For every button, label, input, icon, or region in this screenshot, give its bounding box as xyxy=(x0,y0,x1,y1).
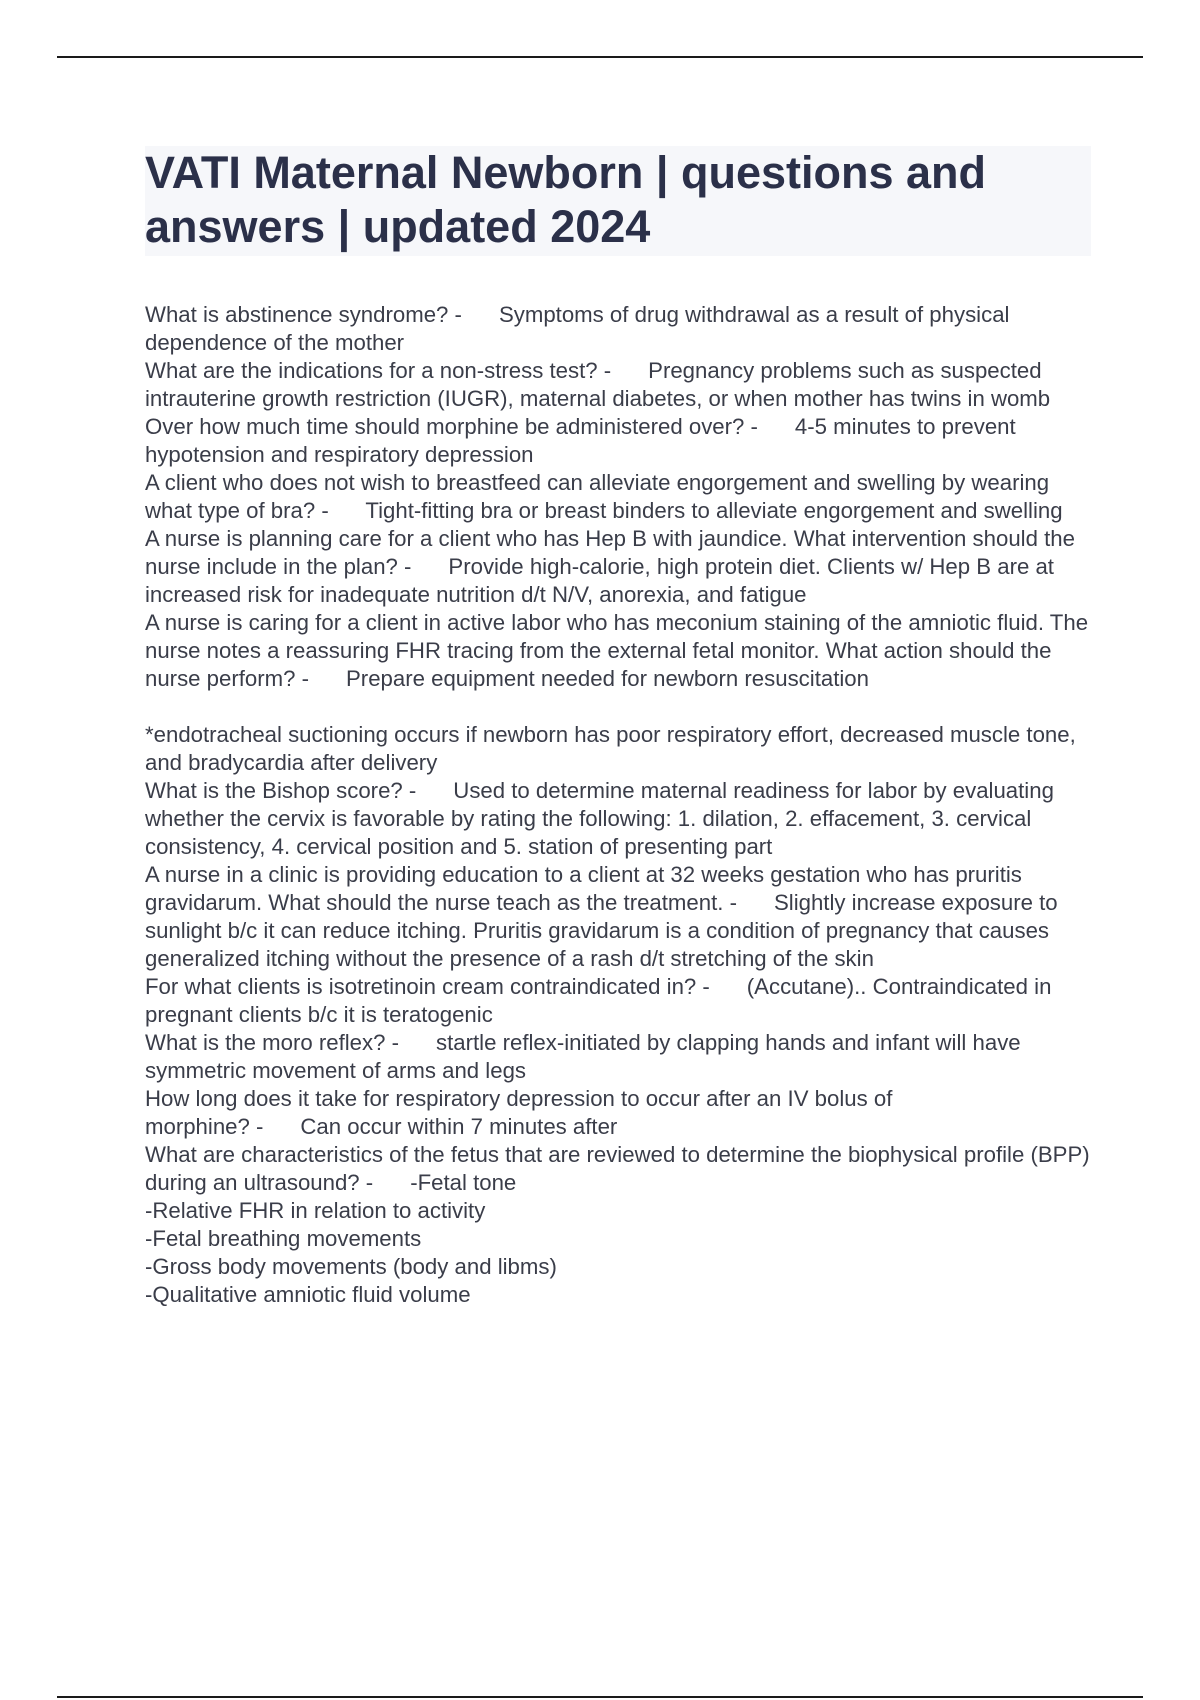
qa-entry xyxy=(145,525,1090,609)
bpp-list-item: -Relative FHR in relation to activity xyxy=(145,1198,486,1223)
top-rule xyxy=(57,56,1143,58)
qa-entry xyxy=(145,1029,1090,1085)
title-block xyxy=(145,146,1091,256)
question-text: A nurse is planning care for a client who has Hep B with jaundice. What intervention should the nurse include in the plan? xyxy=(145,526,1082,579)
answer-text: startle reflex-initiated by clapping hands and infant will have symmetric movement of arms and legs xyxy=(145,1030,1027,1083)
answer-text: Used to determine maternal readiness for labor by evaluating whether the cervix is favorable by rating the following: 1. dilation, 2. effacement, 3. cervical consistency, 4. cervical position and 5. station of presenting part xyxy=(145,778,1061,859)
question-text: How long does it take for respiratory depression to occur after an IV bolus of morphine? xyxy=(145,1086,899,1139)
qa-separator: - xyxy=(359,1170,411,1195)
qa-separator: - xyxy=(397,554,449,579)
qa-list xyxy=(145,301,1095,693)
question-text: What is the Bishop score? xyxy=(145,778,403,803)
note-paragraph: *endotracheal suctioning occurs if newborn has poor respiratory effort, decreased muscle tone, and bradycardia after delivery xyxy=(145,722,1082,775)
qa-entry xyxy=(145,777,1090,861)
qa-separator: - xyxy=(448,302,499,327)
answer-text: Symptoms of drug withdrawal as a result of physical dependence of the mother xyxy=(145,302,1016,355)
question-text: A client who does not wish to breastfeed can alleviate engorgement and swelling by wearing what type of bra? xyxy=(145,470,1056,523)
question-text: Over how much time should morphine be administered over? xyxy=(145,414,745,439)
qa-entry xyxy=(145,469,1090,525)
question-text: What is abstinence syndrome? xyxy=(145,302,449,327)
qa-separator: - xyxy=(723,890,774,915)
answer-text: (Accutane).. Contraindicated in pregnant clients b/c it is teratogenic xyxy=(145,974,1058,1027)
qa-body xyxy=(145,301,1096,1309)
question-text: A nurse is caring for a client in active labor who has meconium staining of the amniotic fluid. The nurse notes a reassuring FHR tracing from the external fetal monitor. What action should the nurse perform? xyxy=(145,610,1095,691)
bottom-rule xyxy=(57,1696,1143,1698)
document-title xyxy=(145,146,1091,254)
answer-text: Can occur within 7 minutes after xyxy=(300,1114,618,1139)
qa-entry xyxy=(145,357,1090,413)
bpp-list-item: -Fetal breathing movements xyxy=(145,1226,422,1251)
bpp-list xyxy=(145,1197,1090,1309)
question-text: A nurse in a clinic is providing education to a client at 32 weeks gestation who has pruritis gravidarum. What should the nurse teach as the treatment. xyxy=(145,862,1029,915)
qa-separator: - xyxy=(744,414,795,439)
qa-separator: - xyxy=(696,974,747,999)
blank-line xyxy=(145,693,1090,721)
qa-separator: - xyxy=(295,666,346,691)
bpp-list-item: -Qualitative amniotic fluid volume xyxy=(145,1282,471,1307)
answer-text: Pregnancy problems such as suspected intrauterine growth restriction (IUGR), maternal diabetes, or when mother has twins in womb xyxy=(145,358,1051,411)
qa-separator: - xyxy=(385,1030,437,1055)
qa-entry xyxy=(145,1141,1096,1197)
qa-entry xyxy=(145,861,1090,973)
answer-text: 4-5 minutes to prevent hypotension and respiratory depression xyxy=(145,414,1022,467)
answer-text: Slightly increase exposure to sunlight b/c it can reduce itching. Pruritis gravidarum is a condition of pregnancy that causes generalized itching without the presence of a rash d/t stretching of the skin xyxy=(145,890,1064,971)
answer-text: Prepare equipment needed for newborn resuscitation xyxy=(346,666,869,691)
qa-entry xyxy=(145,609,1095,693)
qa-entry xyxy=(145,413,1090,469)
question-text: What are characteristics of the fetus that are reviewed to determine the biophysical profile (BPP) during an ultrasound? xyxy=(145,1142,1096,1195)
qa-entry xyxy=(145,973,1090,1029)
answer-text: Provide high-calorie, high protein diet. Clients w/ Hep B are at increased risk for inadequate nutrition d/t N/V, anorexia, and fatigue xyxy=(145,554,1061,607)
qa-separator: - xyxy=(402,778,454,803)
title-line-1: VATI Maternal Newborn | questions and xyxy=(145,147,987,198)
qa-list-2 xyxy=(145,777,1096,1197)
question-text: For what clients is isotretinoin cream contraindicated in? xyxy=(145,974,697,999)
qa-entry xyxy=(145,301,1090,357)
bpp-list-item: -Gross body movements (body and libms) xyxy=(145,1254,557,1279)
answer-text: Tight-fitting bra or breast binders to alleviate engorgement and swelling xyxy=(365,498,1063,523)
question-text: What is the moro reflex? xyxy=(145,1030,386,1055)
qa-separator: - xyxy=(315,498,366,523)
title-line-2: answers | updated 2024 xyxy=(145,201,651,252)
qa-entry xyxy=(145,1085,1090,1141)
qa-separator: - xyxy=(249,1114,301,1139)
answer-text: -Fetal tone xyxy=(410,1170,517,1195)
qa-separator: - xyxy=(597,358,649,383)
question-text: What are the indications for a non-stress test? xyxy=(145,358,598,383)
